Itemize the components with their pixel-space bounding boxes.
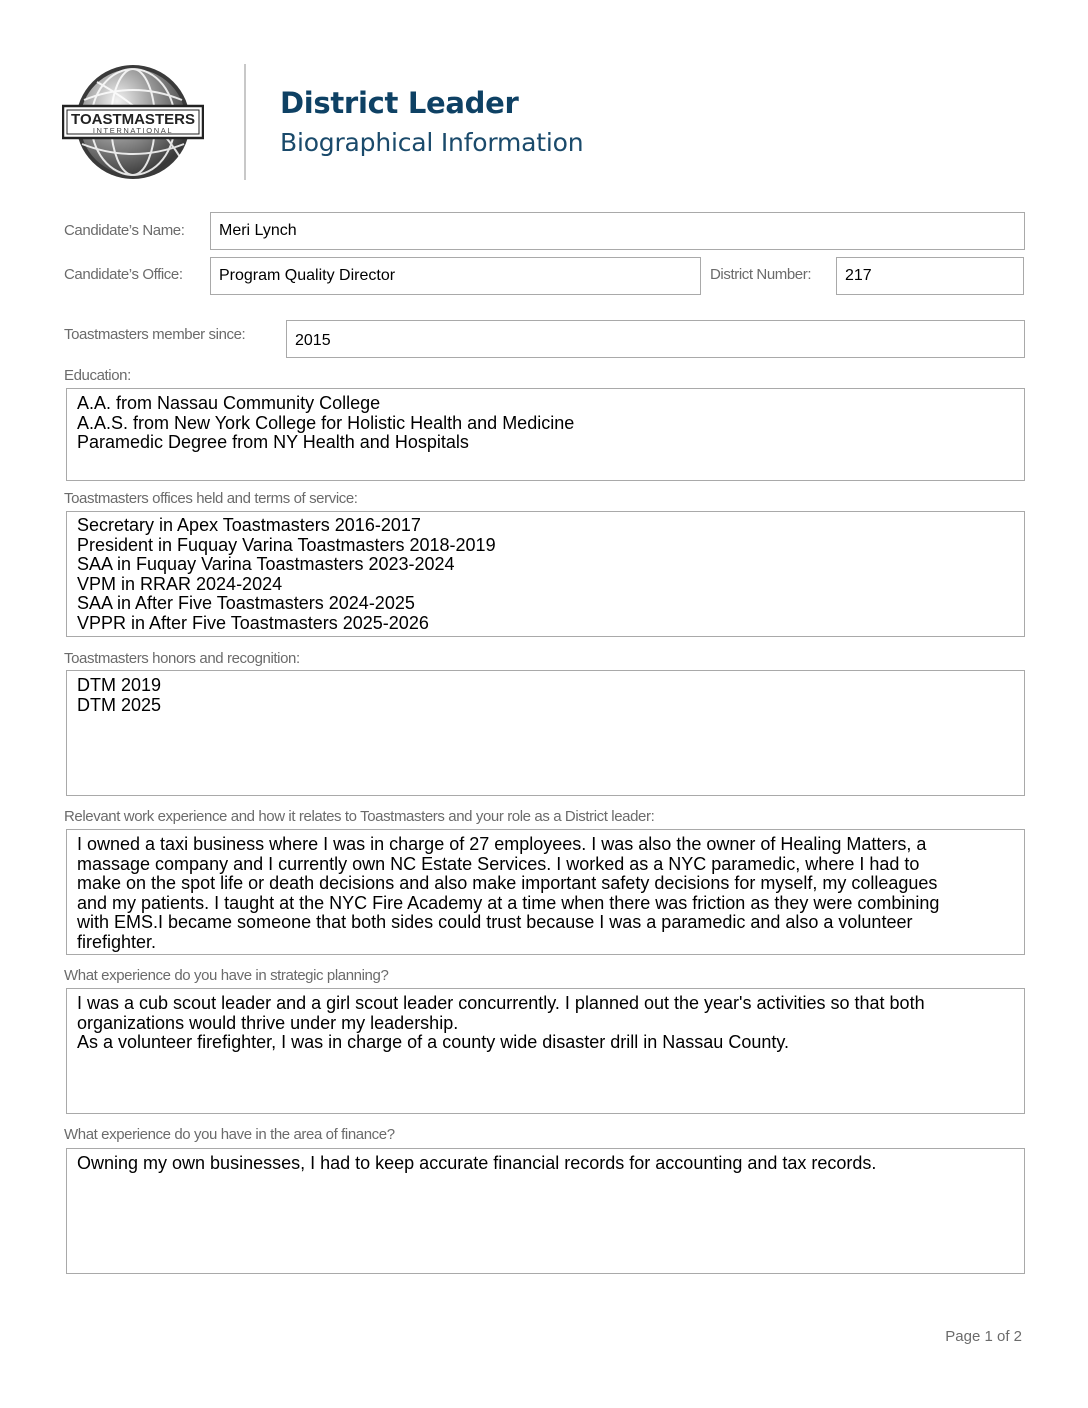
member-since-field[interactable]: 2015: [286, 320, 1025, 358]
finance-field[interactable]: [66, 1148, 1025, 1274]
strategic-planning-field[interactable]: [66, 988, 1025, 1114]
header-divider: [244, 64, 246, 180]
strategic-line: organizations would thrive under my leadership.: [77, 1012, 459, 1033]
strategic-planning-label: What experience do you have in strategic planning?: [64, 967, 389, 984]
work-experience-label: Relevant work experience and how it relates to Toastmasters and your role as a District leader:: [64, 808, 655, 825]
work-experience-field[interactable]: [66, 829, 1025, 955]
honors-label: Toastmasters honors and recognition:: [64, 650, 300, 667]
district-number-field[interactable]: 217: [836, 257, 1024, 295]
district-number-label: District Number:: [710, 266, 812, 283]
strategic-line: As a volunteer firefighter, I was in charge of a county wide disaster drill in Nassau County.: [77, 1032, 790, 1053]
honor-line: DTM 2025: [77, 694, 162, 715]
svg-text:INTERNATIONAL: INTERNATIONAL: [92, 126, 174, 135]
candidate-office-field[interactable]: Program Quality Director: [210, 257, 701, 295]
page-number: Page 1 of 2: [945, 1328, 1022, 1345]
education-line: Paramedic Degree from NY Health and Hospitals: [77, 432, 469, 453]
member-since-label: Toastmasters member since:: [64, 326, 246, 343]
office-line: SAA in Fuquay Varina Toastmasters 2023-2024: [77, 554, 455, 575]
candidate-name-label: Candidate’s Name:: [64, 222, 185, 239]
finance-label: What experience do you have in the area of finance?: [64, 1126, 395, 1143]
svg-text:TOASTMASTERS: TOASTMASTERS: [71, 111, 195, 128]
education-field[interactable]: [66, 388, 1025, 481]
work-line: with EMS.I became someone that both sides could trust because I was a paramedic and also a volunteer: [77, 912, 913, 933]
honor-line: DTM 2019: [77, 675, 162, 695]
education-label: Education:: [64, 367, 131, 384]
offices-label: Toastmasters offices held and terms of service:: [64, 490, 358, 507]
education-line: A.A. from Nassau Community College: [77, 393, 381, 413]
work-line: make on the spot life or death decisions and also make important safety decisions for myself, my colleagues: [77, 873, 938, 894]
candidate-name-field[interactable]: Meri Lynch: [210, 212, 1025, 250]
education-line: A.A.S. from New York College for Holistic Health and Medicine: [77, 412, 575, 433]
page-subtitle: Biographical Information: [280, 128, 584, 157]
work-line: massage company and I currently own NC Estate Services. I worked as a NYC paramedic, where I had to: [77, 853, 920, 874]
honors-field[interactable]: [66, 670, 1025, 796]
work-line: I owned a taxi business where I was in charge of 27 employees. I was also the owner of Healing Matters, a: [77, 834, 927, 854]
page-title: District Leader: [280, 86, 519, 120]
office-line: SAA in After Five Toastmasters 2024-2025: [77, 593, 415, 614]
finance-line: Owning my own businesses, I had to keep accurate financial records for accounting and tax records.: [77, 1153, 877, 1173]
toastmasters-logo: [62, 62, 204, 182]
strategic-line: I was a cub scout leader and a girl scout leader concurrently. I planned out the year's activities so that both: [77, 993, 925, 1013]
offices-field[interactable]: [66, 511, 1025, 637]
office-line: VPPR in After Five Toastmasters 2025-2026: [77, 612, 429, 633]
work-line: firefighter.: [77, 931, 157, 952]
work-line: and my patients. I taught at the NYC Fire Academy at a time when there was friction as they were combining: [77, 892, 940, 913]
office-line: President in Fuquay Varina Toastmasters 2018-2019: [77, 534, 496, 555]
office-line: Secretary in Apex Toastmasters 2016-2017: [77, 515, 421, 535]
office-line: VPM in RRAR 2024-2024: [77, 573, 283, 594]
candidate-office-label: Candidate’s Office:: [64, 266, 183, 283]
